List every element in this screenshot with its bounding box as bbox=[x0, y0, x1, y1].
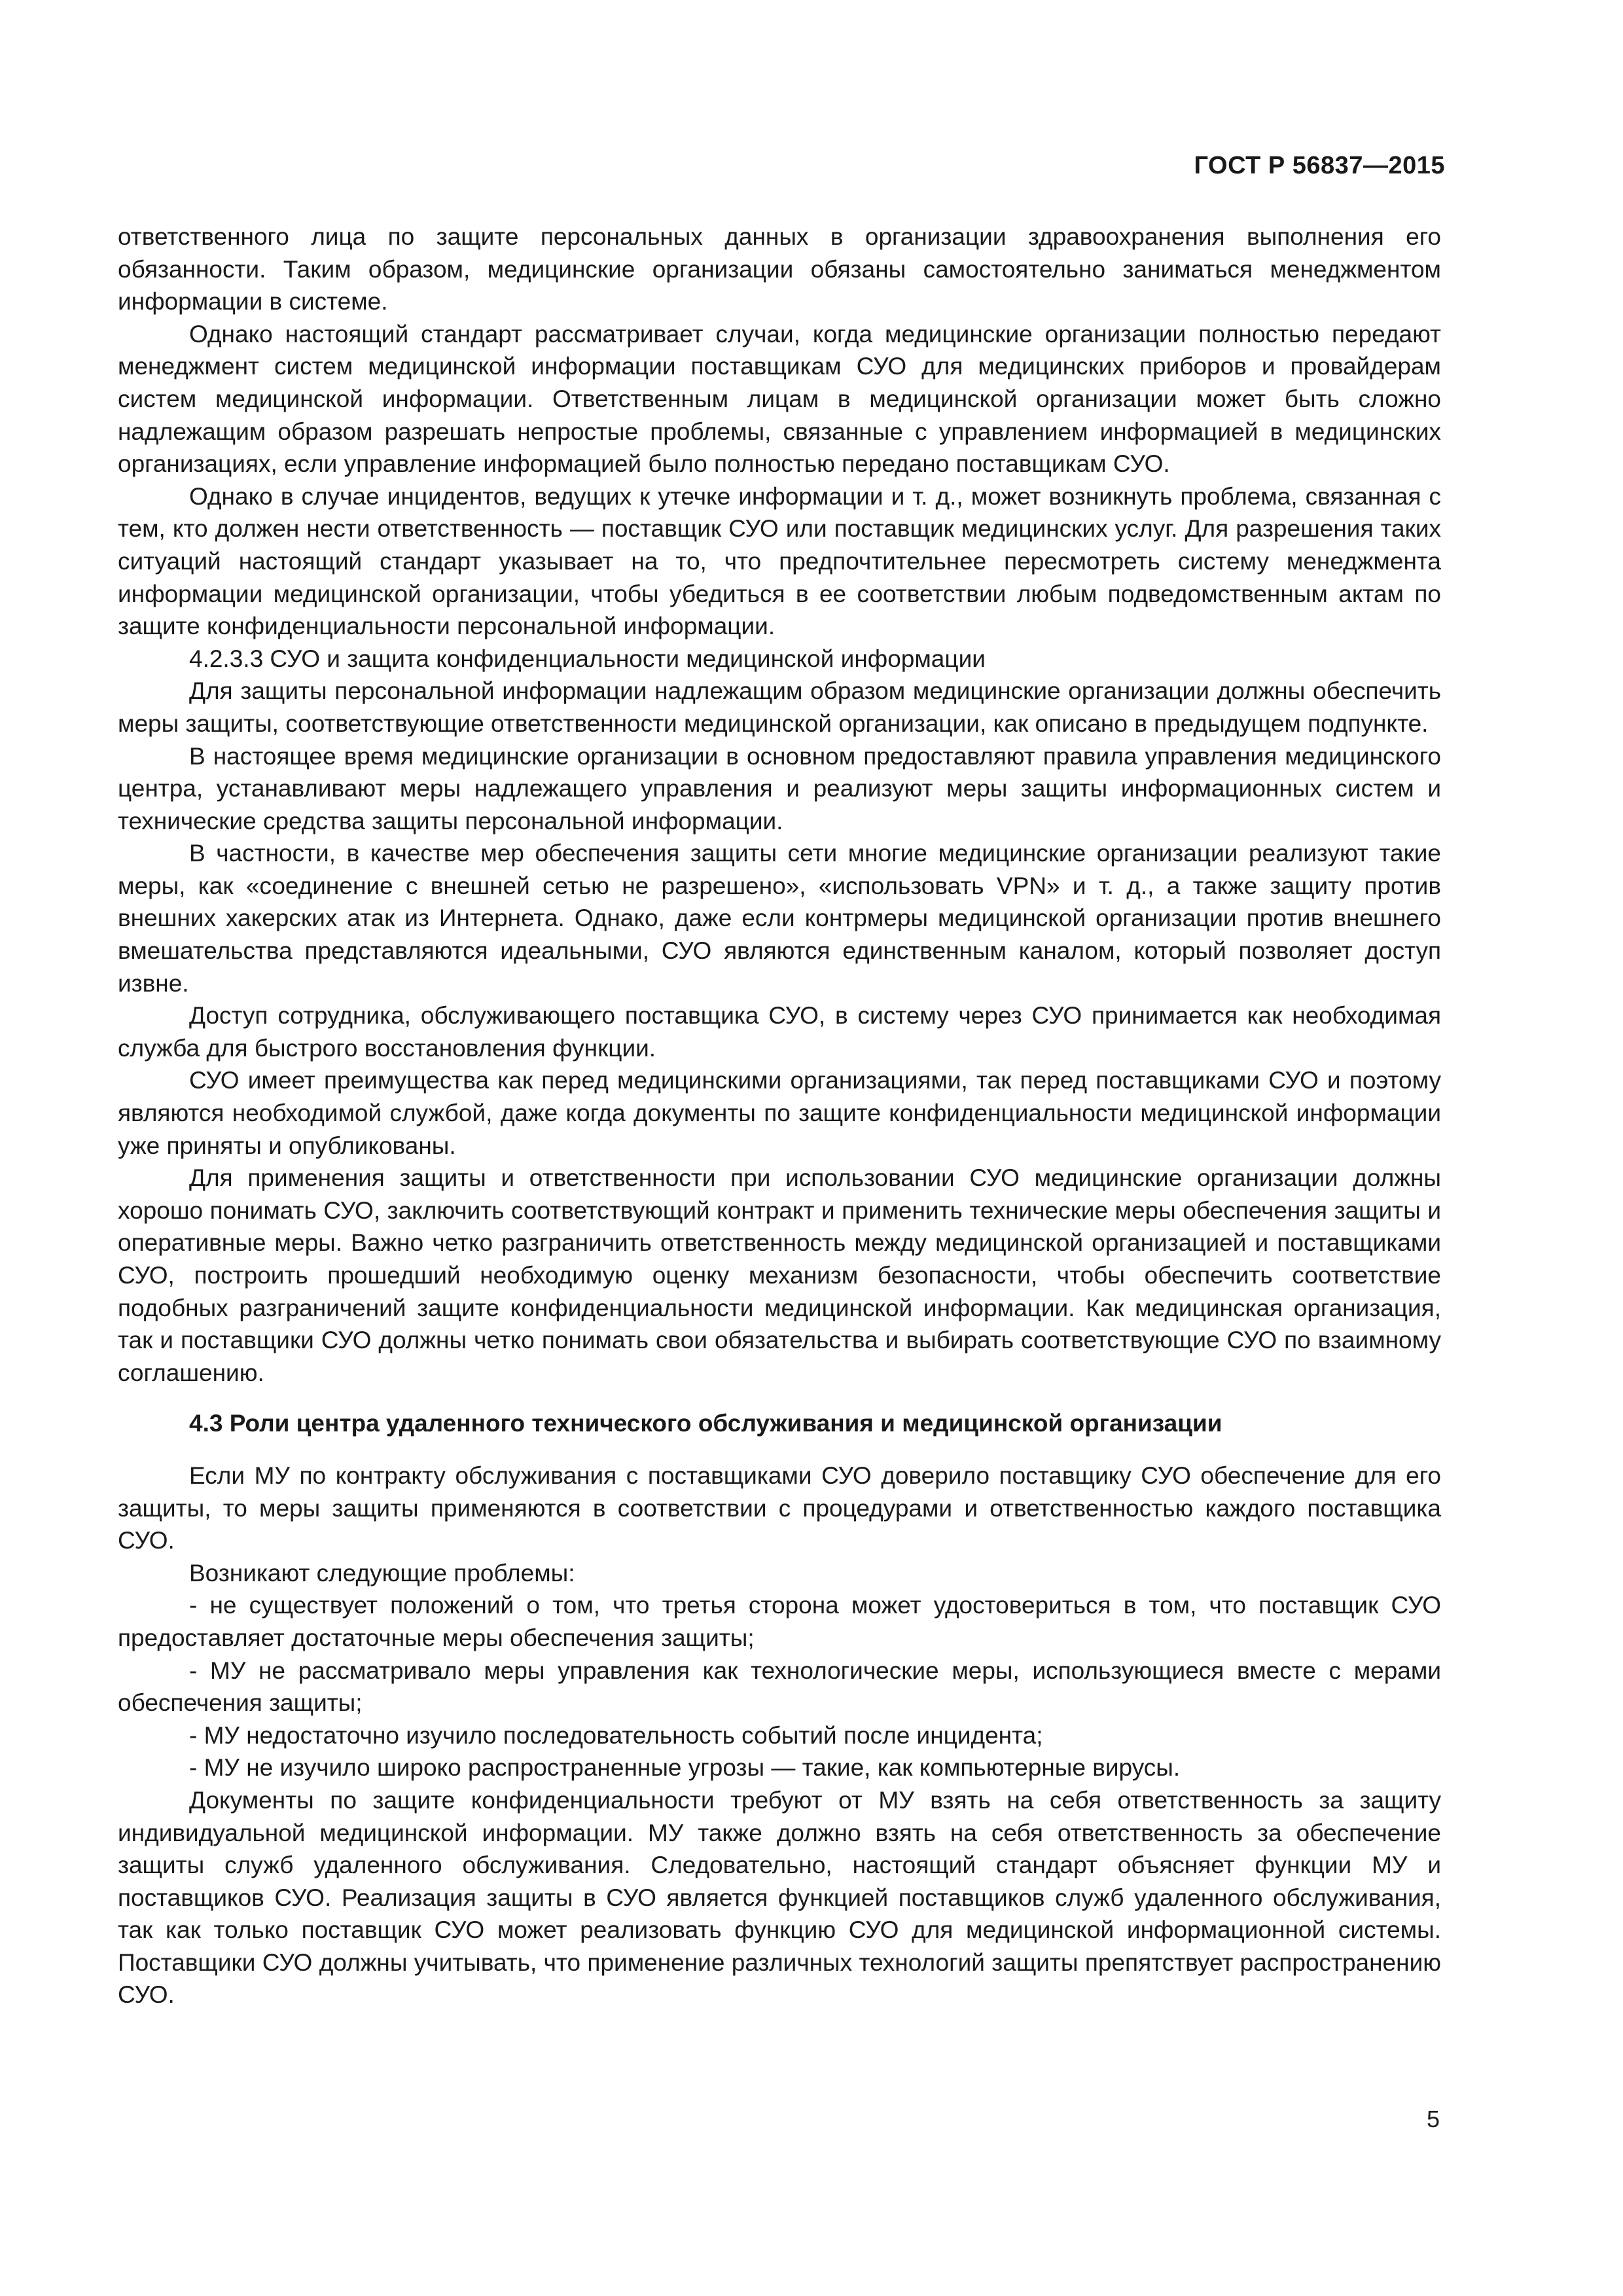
list-item: - МУ недостаточно изучило последовательность событий после инцидента; bbox=[189, 1721, 1043, 1749]
paragraph: Если МУ по контракту обслуживания с поставщиками СУО доверило поставщику СУО обеспечение для его защиты, то меры защиты применяются в соответствии с процедурами и ответственностью каждого поставщика СУО. bbox=[118, 1462, 1441, 1554]
section-heading: 4.3 Роли центра удаленного технического обслуживания и медицинской организации bbox=[189, 1410, 1222, 1437]
list-item: - МУ не рассматривало меры управления как технологические меры, использующиеся вместе с мерами обеспечения защиты; bbox=[118, 1657, 1441, 1717]
paragraph: В настоящее время медицинские организации в основном предоставляют правила управления медицинского центра, устанавливают меры надлежащего управления и реализуют меры защиты информационных систем и технические средства защиты персональной информации. bbox=[118, 742, 1441, 834]
paragraph: Документы по защите конфиденциальности требуют от МУ взять на себя ответственность за защиту индивидуальной медицинской информации. МУ также должно взять на себя ответственность за обеспечение защиты служб удаленного обслуживания. Следовательно, настоящий стандарт объясняет функции МУ и поставщиков СУО. Реализация защиты в СУО является функцией поставщиков служб удаленного обслуживания, так как только поставщик СУО может реализовать функцию СУО для медицинской информационной системы. Поставщики СУО должны учитывать, что применение различных технологий защиты препятствует распространению СУО. bbox=[118, 1786, 1441, 2009]
subsection-heading: 4.2.3.3 СУО и защита конфиденциальности медицинской информации bbox=[189, 645, 986, 672]
paragraph: В частности, в качестве мер обеспечения защиты сети многие медицинские организации реализуют такие меры, как «соединение с внешней сетью не разрешено», «использовать VPN» и т. д., а также защиту против внешних хакерских атак из Интернета. Однако, даже если контрмеры медицинской организации против внешнего вмешательства представляются идеальными, СУО являются единственным каналом, который позволяет доступ извне. bbox=[118, 840, 1441, 997]
list-item: - МУ не изучило широко распространенные угрозы — такие, как компьютерные вирусы. bbox=[189, 1754, 1181, 1782]
paragraph: СУО имеет преимущества как перед медицинскими организациями, так перед поставщиками СУО и поэтому являются необходимой службой, даже когда документы по защите конфиденциальности медицинской информации уже приняты и опубликованы. bbox=[118, 1067, 1441, 1159]
paragraph: Для применения защиты и ответственности при использовании СУО медицинские организации должны хорошо понимать СУО, заключить соответствующий контракт и применить технические меры обеспечения защиты и оперативные меры. Важно четко разграничить ответственность между медицинской организацией и поставщиками СУО, построить прошедший необходимую оценку механизм безопасности, чтобы обеспечить соответствие подобных разграничений защите конфиденциальности медицинской информации. Как медицинская организация, так и поставщики СУО должны четко понимать свои обязательства и выбирать соответствующие СУО по взаимному соглашению. bbox=[118, 1164, 1441, 1386]
document-body bbox=[118, 221, 1441, 2011]
paragraph: Для защиты персональной информации надлежащим образом медицинские организации должны обеспечить меры защиты, соответствующие ответственности медицинской организации, как описано в предыдущем подпункте. bbox=[118, 677, 1441, 737]
paragraph: ответственного лица по защите персональных данных в организации здравоохранения выполнения его обязанности. Таким образом, медицинские организации обязаны самостоятельно заниматься менеджментом информации в системе. bbox=[118, 223, 1441, 315]
paragraph: Однако в случае инцидентов, ведущих к утечке информации и т. д., может возникнуть проблема, связанная с тем, кто должен нести ответственность — поставщик СУО или поставщик медицинских услуг. Для разрешения таких ситуаций настоящий стандарт указывает на то, что предпочтительнее пересмотреть систему менеджмента информации медицинской организации, чтобы убедиться в ее соответствии любым подведомственным актам по защите конфиденциальности персональной информации. bbox=[118, 482, 1441, 640]
paragraph: Однако настоящий стандарт рассматривает случаи, когда медицинские организации полностью передают менеджмент систем медицинской информации поставщикам СУО для медицинских приборов и провайдерам систем медицинской информации. Ответственным лицам в медицинской организации может быть сложно надлежащим образом разрешать непростые проблемы, связанные с управлением информацией в медицинских организациях, если управление информацией было полностью передано поставщикам СУО. bbox=[118, 320, 1441, 478]
page-number: 5 bbox=[1426, 2106, 1440, 2132]
standard-designation: ГОСТ Р 56837—2015 bbox=[1194, 152, 1445, 179]
paragraph: Доступ сотрудника, обслуживающего поставщика СУО, в систему через СУО принимается как необходимая служба для быстрого восстановления функции. bbox=[118, 1002, 1441, 1062]
paragraph: Возникают следующие проблемы: bbox=[189, 1559, 575, 1587]
list-item: - не существует положений о том, что третья сторона может удостовериться в том, что поставщик СУО предоставляет достаточные меры обеспечения защиты; bbox=[118, 1592, 1441, 1651]
